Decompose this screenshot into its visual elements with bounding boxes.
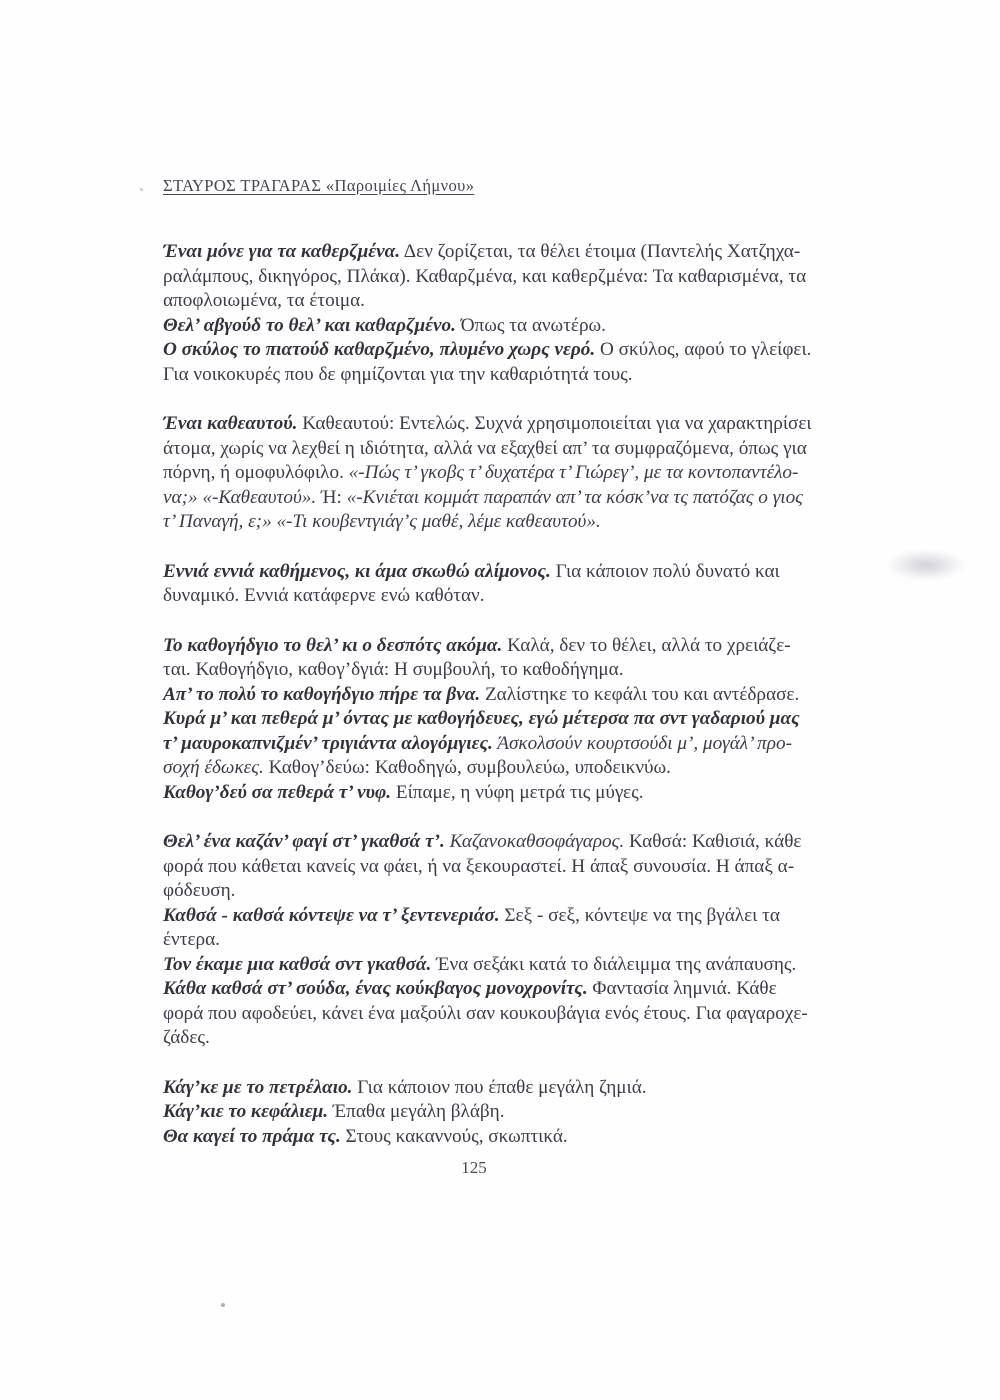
text-segment: να;» «-Καθεαυτού».	[163, 486, 317, 508]
text-segment: Ή:	[316, 486, 347, 508]
text-segment: πόρνη, ή ομοφυλόφιλο.	[163, 462, 349, 483]
text-line	[163, 977, 853, 1002]
text-segment: Εννιά εννιά καθήμενος, κι άμα σκωθώ αλίμονος.	[163, 560, 551, 582]
text-line	[163, 461, 853, 486]
text-segment: Καθσά: Καθισιά, κάθε	[624, 831, 802, 852]
text-segment: Δεν ζορίζεται, τα θέλει έτοιμα (Παντελής Χατζηχα-	[400, 241, 801, 262]
text-segment: Θελ’ αβγούδ το θελ’ και καθαρζμένο.	[163, 314, 456, 336]
scan-dot-artifact	[140, 188, 143, 191]
text-segment: Για νοικοκυρές που δε φημίζονται για την καθαριότητά τους.	[163, 363, 633, 385]
text-line	[163, 756, 853, 781]
text-segment: Καθογ’δεύ σα πεθερά τ’ νυφ.	[163, 781, 392, 803]
text-segment: Ο σκύλος το πιατούδ καθαρζμένο, πλυμένο χωρς νερό.	[163, 339, 596, 360]
text-line	[163, 658, 853, 683]
running-header: ΣΤΑΥΡΟΣ ΤΡΑΓΑΡΑΣ «Παροιμίες Λήμνου»	[163, 176, 475, 195]
text-segment: Άσκολσούν κουρτσούδι μ’, μογάλ’ προ-	[492, 732, 792, 754]
text-line	[163, 560, 853, 585]
text-segment: Απ’ το πολύ το καθογήδγιο πήρε τα βνα.	[163, 683, 481, 705]
text-segment: τ’ μαυροκαπνιζμέν’ τριγιάντα αλογόμγιες.	[163, 732, 493, 754]
paragraph-block	[163, 634, 853, 806]
text-segment: φορά που αφοδεύει, κάνει ένα μαξούλι σαν κουκουβάγια ενός έτους. Για φαγαροχε-	[163, 1002, 808, 1024]
text-line	[163, 486, 853, 511]
text-segment: Καθεαυτού: Εντελώς. Συχνά χρησιμοποιείται για να χαρακτηρίσει	[297, 413, 812, 434]
text-segment: Είπαμε, η νύφη μετρά τις μύγες.	[391, 781, 644, 803]
text-line	[163, 855, 853, 880]
text-segment: Ο σκύλος, αφού το γλείφει.	[595, 339, 812, 360]
text-line	[163, 265, 853, 290]
text-segment: φορά που κάθεται κανείς να φάει, ή να ξεκουραστεί. Η άπαξ συνουσία. Η άπαξ α-	[163, 855, 795, 877]
text-line	[163, 953, 853, 978]
text-line	[163, 510, 853, 535]
text-line	[163, 1002, 853, 1027]
text-line	[163, 830, 853, 855]
text-segment: Κάθα καθσά στ’ σούδα, ένας κούκβαγος μονοχρονίτς.	[163, 978, 588, 999]
text-segment: Φαντασία λημνιά. Κάθε	[587, 978, 777, 999]
text-line	[163, 584, 853, 609]
text-line	[163, 1026, 853, 1051]
document-body	[163, 240, 853, 1174]
text-segment: Έναι μόνε για τα καθερζμένα.	[163, 241, 401, 262]
text-segment: Θελ’ ένα καζάν’ φαγί στ’ γκαθσά τ’.	[163, 831, 445, 852]
text-segment: ραλάμπους, δικηγόρος, Πλάκα). Καθαρζμένα, και καθερζμένα: Τα καθαρισμένα, τα	[163, 265, 807, 287]
paragraph-block	[163, 830, 853, 1051]
text-segment: Καλά, δεν το θέλει, αλλά το χρειάζε-	[502, 634, 791, 656]
text-segment: τ’ Παναγή, ε;» «-Τι κουβεντγιάγ’ς μαθέ, λέμε καθεαυτού».	[163, 511, 601, 532]
text-segment: δυναμικό. Εννιά κατάφερνε ενώ καθόταν.	[163, 585, 485, 606]
text-line	[163, 437, 853, 462]
page-number: 125	[461, 1158, 487, 1177]
text-line	[163, 904, 853, 929]
text-segment: φόδευση.	[163, 880, 236, 901]
text-segment: Σεξ - σεξ, κόντεψε να της βγάλει τα	[499, 904, 780, 926]
text-segment: Καζανοκαθσοφάγαρος.	[444, 831, 625, 852]
text-segment: ται. Καθογήδγιο, καθογ’δγιά: Η συμβουλή, το καθοδήγημα.	[163, 659, 624, 680]
text-segment: Ένα σεξάκι κατά το διάλειμμα της ανάπαυσης.	[431, 953, 797, 975]
text-segment: αποφλοιωμένα, τα έτοιμα.	[163, 290, 365, 311]
text-line	[163, 240, 853, 265]
text-segment: έντερα.	[163, 929, 220, 950]
text-segment: Θα καγεί το πράμα τς.	[163, 1125, 341, 1147]
text-segment: «-Πώς τ’ γκοβς τ’ δυχατέρα τ’ Γιώρεγ’, με τα κοντοπαντέλο-	[348, 462, 799, 483]
text-line	[163, 289, 853, 314]
text-segment: άτομα, χωρίς να λεχθεί η ιδιότητα, αλλά να εξαχθεί απ’ τα συμφραζόμενα, όπως για	[163, 437, 807, 459]
text-line	[163, 363, 853, 388]
text-line	[163, 412, 853, 437]
text-segment: Έπαθα μεγάλη βλάβη.	[328, 1101, 505, 1122]
text-line	[163, 1125, 853, 1150]
text-line	[163, 683, 853, 708]
text-segment: Το καθογήδγιο το θελ’ κι ο δεσπότς ακόμα.	[163, 634, 503, 656]
text-line	[163, 928, 853, 953]
scan-dot-artifact	[221, 1303, 225, 1307]
text-segment: Κυρά μ’ και πεθερά μ’ όντας με καθογήδευες, εγώ μέτερσα πα σντ γαδαριού μας	[163, 708, 800, 729]
text-line	[163, 634, 853, 659]
text-line	[163, 314, 853, 339]
text-segment: Καθογ’δεύω: Καθοδηγώ, συμβουλεύω, υποδεικνύω.	[263, 757, 671, 778]
scan-smudge-artifact	[888, 550, 964, 580]
text-segment: Καθσά - καθσά κόντεψε να τ’ ξεντενεριάσ.	[163, 904, 500, 926]
paragraph-block	[163, 240, 853, 387]
text-segment: σοχή έδωκες.	[163, 757, 264, 778]
text-line	[163, 732, 853, 757]
text-segment: Τον έκαμε μια καθσά σντ γκαθσά.	[163, 953, 432, 975]
text-segment: Έναι καθεαυτού.	[163, 413, 298, 434]
text-line	[163, 338, 853, 363]
text-segment: Κάγ’κε με το πετρέλαιο.	[163, 1076, 353, 1098]
text-line	[163, 781, 853, 806]
text-segment: Για κάποιον που έπαθε μεγάλη ζημιά.	[352, 1076, 647, 1098]
text-line	[163, 1100, 853, 1125]
text-line	[163, 707, 853, 732]
text-segment: Ζαλίστηκε το κεφάλι του και αντέδρασε.	[480, 683, 800, 705]
text-segment: Κάγ’κιε το κεφάλιεμ.	[163, 1101, 329, 1122]
text-segment: «-Κνιέται κομμάτ παραπάν απ’ τα κόσκ’να τς πατόζας ο γιος	[346, 486, 803, 508]
text-line	[163, 879, 853, 904]
paragraph-block	[163, 560, 853, 609]
text-segment: ζάδες.	[163, 1027, 210, 1048]
paragraph-block	[163, 412, 853, 535]
paragraph-block	[163, 1076, 853, 1150]
text-segment: Για κάποιον πολύ δυνατό και	[550, 560, 780, 582]
text-segment: Στους κακαννούς, σκωπτικά.	[340, 1125, 568, 1147]
text-line	[163, 1076, 853, 1101]
text-segment: Όπως τα ανωτέρω.	[455, 314, 606, 336]
